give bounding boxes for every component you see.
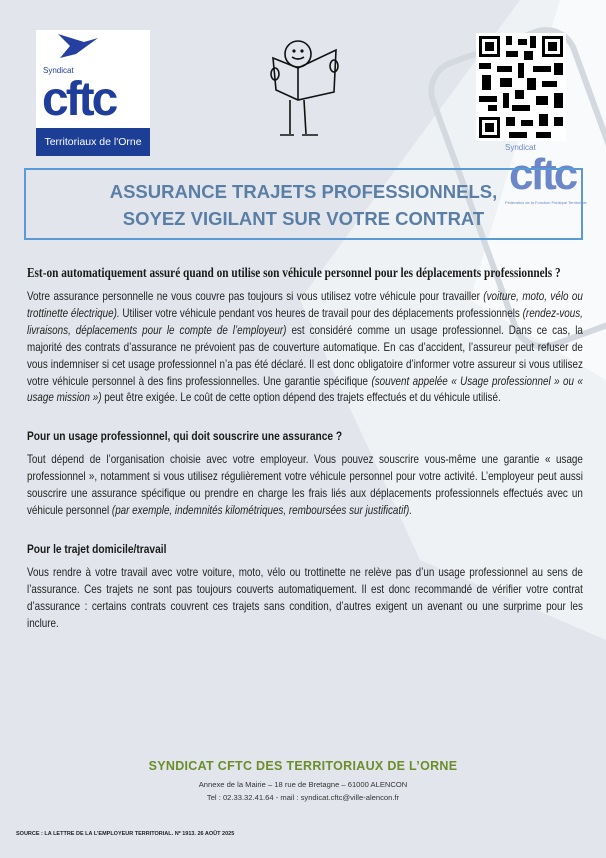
section-3-paragraph [27, 565, 583, 633]
watermark-federation: Fédération de la Fonction Publique Territoriale [505, 200, 587, 205]
section-2-heading: Pour un usage professionnel, qui doit souscrire une assurance ? [27, 429, 343, 444]
text-segment: est considéré comme un usage professionnel. Dans ce cas, la majorité des contrats d’assurance ne prévoient pas de couverture automatique. En cas d’accident, l’assureur peut refuser de vous indemniser si cet usage professionnel n’a pas été déclaré. Il est donc obligatoire d’informer votre assureur si vous utilisez votre véhicule personnel à des fins professionnelles. Une garantie spécifique [27, 323, 583, 388]
text-segment: Tout dépend de l’organisation choisie avec votre employeur. Vous pouvez souscrire vous-même une garantie « usage professionnel », notamment si vous utilisez régulièrement votre véhicule personnel pour votre activité. L’employeur peut aussi souscrire une assurance spécifique ou prendre en charge les frais liés aux déplacements professionnels effectués avec un véhicule personnel [27, 453, 583, 518]
title-box [24, 168, 583, 240]
text-segment: Vous rendre à votre travail avec votre voiture, moto, vélo ou trottinette ne relève pas d’un usage professionnel au sens de l’assurance. Ces trajets ne sont pas toujours couverts automatiquement. Il est donc recommandé de vérifier votre contrat d’assurance : certains contrats couvrent ces trajets sans condition, d’autres exigent un avenant ou une surprime pour les inclure. [27, 565, 583, 630]
text-segment: peut être exigée. Le coût de cette option dépend des trajets effectués et du véhicule utilisé. [101, 391, 501, 405]
section-3-heading: Pour le trajet domicile/travail [27, 541, 167, 556]
italic-segment: (souvent appelée « Usage professionnel » ou « usage mission ») [27, 374, 583, 405]
title-line-1: ASSURANCE TRAJETS PROFESSIONNELS, [109, 181, 498, 202]
footer-contact: Tel : 02.33.32.41.64 - mail : syndicat.cftc@ville-alencon.fr [206, 793, 400, 802]
footer-source: SOURCE : LA LETTRE DE LA L’EMPLOYEUR TERRITORIAL. Nº 1913. 26 AOÛT 2025 [16, 831, 235, 837]
text-segment: Votre assurance personnelle ne vous couvre pas toujours si vous utilisez votre véhicule pour travailler [27, 290, 484, 303]
cftc-logo [36, 30, 150, 156]
article-body [27, 266, 583, 633]
section-1-heading: Est-on automatiquement assuré quand on utilise son véhicule personnel pour les déplacements professionnels ? [27, 265, 561, 280]
logo-syndicat: Syndicat [43, 66, 74, 75]
italic-segment: (par exemple, indemnités kilométriques, remboursées sur justificatif). [111, 504, 413, 518]
section-2-paragraph [27, 452, 583, 520]
stick-figure-reading-icon [268, 40, 348, 138]
footer-org: SYNDICAT CFTC DES TERRITORIAUX DE L’ORNE [148, 759, 458, 773]
watermark-syndicat: Syndicat [505, 143, 536, 152]
qr-code[interactable] [476, 33, 566, 141]
italic-segment: (rendez-vous, livraisons, déplacements pour le compte de l’employeur) [27, 306, 583, 337]
text-segment: Utiliser votre véhicule pendant vos heures de travail pour des déplacements professionnels [119, 306, 523, 320]
logo-subtitle: Territoriaux de l'Orne [36, 128, 150, 156]
watermark-brand: cftc [509, 150, 576, 199]
title-line-2: SOYEZ VIGILANT SUR VOTRE CONTRAT [122, 208, 485, 229]
dove-icon [54, 32, 104, 64]
footer-address: Annexe de la Mairie – 18 rue de Bretagne – 61000 ALENCON [198, 780, 408, 789]
logo-brand: cftc [42, 73, 116, 126]
italic-segment: (voiture, moto, vélo ou trottinette électrique). [27, 290, 583, 320]
section-1-paragraph [27, 289, 583, 407]
